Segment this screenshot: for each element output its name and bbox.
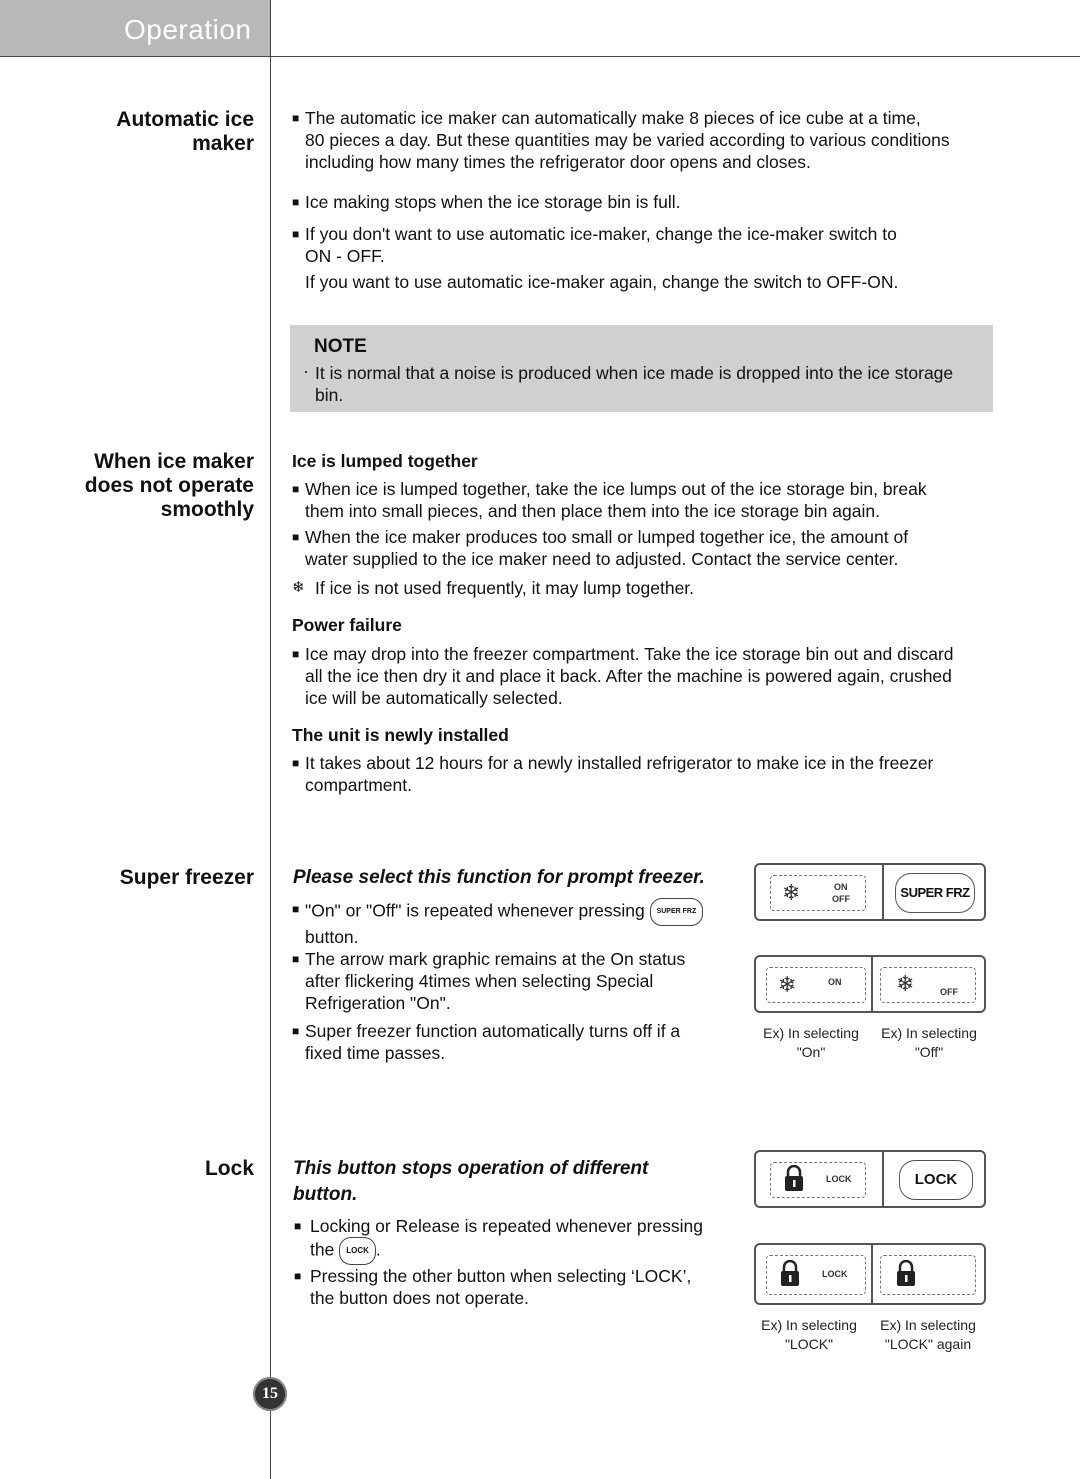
text-line: Ice may drop into the freezer compartment. Take the ice storage bin out and discard	[305, 644, 954, 664]
text-line: Pressing the other button when selecting ‘LOCK’,	[310, 1266, 692, 1286]
bullet-marker: ■	[292, 647, 300, 661]
caption-selecting-lock-again	[872, 1316, 984, 1354]
lock-label: LOCK	[826, 1174, 852, 1184]
padlock-icon	[784, 1165, 804, 1191]
caption-selecting-lock	[756, 1316, 862, 1354]
section-title-lock: Lock	[204, 1157, 254, 1180]
caption-selecting-on	[758, 1024, 864, 1062]
heading-power-failure: Power failure	[292, 615, 402, 635]
snowflake-arrow-icon: ❄	[782, 880, 801, 905]
heading-newly-installed: The unit is newly installed	[292, 725, 509, 745]
title-line: maker	[192, 132, 254, 155]
bullet-marker: ■	[292, 530, 300, 544]
text-line: The arrow mark graphic remains at the On status	[305, 949, 686, 969]
text-line: them into small pieces, and then place them into the ice storage bin again.	[305, 501, 880, 521]
super-frz-inline-button: SUPER FRZ	[650, 898, 704, 926]
lock-button[interactable]: LOCK	[899, 1160, 973, 1200]
lock-example-panel	[754, 1243, 986, 1305]
example-lock-again-display	[880, 1255, 976, 1295]
bullet-marker: ■	[292, 756, 300, 770]
title-line: smoothly	[160, 498, 254, 521]
ice-maker-bullet-3	[292, 223, 898, 293]
bullet-marker: ■	[292, 111, 300, 125]
text-line: If you don't want to use automatic ice-maker, change the ice-maker switch to	[305, 224, 897, 244]
panel-divider	[871, 1245, 873, 1303]
super-frz-button[interactable]: SUPER FRZ	[895, 873, 975, 913]
text-line: When the ice maker produces too small or lumped together ice, the amount of	[305, 527, 909, 547]
snowflake-icon: ❄	[896, 971, 915, 996]
caption-selecting-off	[876, 1024, 982, 1062]
off-label: OFF	[940, 987, 958, 997]
text-line: When ice is lumped together, take the ice lumps out of the ice storage bin, break	[305, 479, 927, 499]
text-line: If ice is not used frequently, it may lump together.	[315, 578, 695, 598]
title-line: Automatic ice	[116, 108, 254, 131]
text-line: water supplied to the ice maker need to adjusted. Contact the service center.	[305, 549, 899, 569]
text-line: "On" or "Off" is repeated whenever pressing	[305, 900, 645, 921]
header-rule	[0, 56, 1080, 57]
snowflake-arrow-icon: ❄	[778, 972, 797, 997]
lock-label: LOCK	[822, 1269, 848, 1279]
title-line: does not operate	[84, 474, 254, 497]
text-line: Refrigeration "On".	[305, 993, 451, 1013]
lock-panel	[754, 1150, 986, 1208]
section-title-super-freezer: Super freezer	[119, 866, 254, 889]
note-title: NOTE	[314, 336, 367, 357]
power-bullet	[292, 643, 954, 709]
text-line: .	[375, 1239, 381, 1260]
padlock-icon	[896, 1260, 916, 1286]
bullet-marker: ■	[294, 1219, 302, 1233]
text-line: the	[310, 1239, 335, 1260]
snowflake-icon: ❄	[292, 579, 305, 596]
note-dot: ·	[303, 361, 309, 381]
column-divider	[270, 0, 271, 1479]
caption-line: "LOCK" again	[884, 1336, 972, 1352]
caption-line: "Off"	[914, 1044, 944, 1060]
section-title-automatic-ice-maker	[116, 108, 254, 156]
lumped-tip	[292, 577, 694, 599]
page-title: Operation	[124, 14, 252, 45]
bullet-marker: ■	[292, 227, 300, 241]
lock-bullet-2	[294, 1265, 691, 1309]
super-freezer-intro: Please select this function for prompt freezer.	[293, 867, 705, 888]
off-label: OFF	[832, 894, 850, 904]
text-line: If you want to use automatic ice-maker again, change the switch to OFF-ON.	[305, 272, 899, 292]
lock-intro	[293, 1156, 648, 1208]
lock-bullet-1	[294, 1215, 703, 1265]
section-title-not-smooth	[85, 450, 254, 522]
text-line: all the ice then dry it and place it back. After the machine is powered again, crushed	[305, 666, 952, 686]
text-line: ice will be automatically selected.	[305, 688, 563, 708]
example-off-display	[880, 967, 976, 1003]
text-line: the button does not operate.	[310, 1288, 529, 1308]
super-freezer-panel	[754, 863, 986, 921]
text-line: It is normal that a noise is produced when ice made is dropped into the ice storage	[315, 363, 954, 383]
note-text	[303, 362, 993, 406]
text-line: This button stops operation of different	[293, 1158, 649, 1179]
lumped-bullet-2	[292, 526, 908, 570]
caption-line: Ex) In selecting	[880, 1317, 976, 1333]
text-line: Super freezer function automatically turns off if a	[305, 1021, 681, 1041]
padlock-icon	[780, 1260, 800, 1286]
text-line: button.	[293, 1184, 358, 1205]
page-number: 15	[253, 1377, 287, 1411]
installed-bullet	[292, 752, 933, 796]
text-line: The automatic ice maker can automatically make 8 pieces of ice cube at a time,	[305, 108, 921, 128]
text-line: Locking or Release is repeated whenever pressing	[310, 1216, 704, 1236]
panel-divider	[882, 1152, 884, 1206]
text-line: Ice making stops when the ice storage bin is full.	[305, 192, 681, 212]
text-line: ON - OFF.	[305, 246, 385, 266]
bullet-marker: ■	[294, 1269, 302, 1283]
bullet-marker: ■	[292, 952, 300, 966]
text-line: including how many times the refrigerator door opens and closes.	[305, 152, 811, 172]
bullet-marker: ■	[292, 195, 300, 209]
lock-inline-button: LOCK	[339, 1237, 376, 1265]
text-line: It takes about 12 hours for a newly installed refrigerator to make ice in the freezer	[305, 753, 934, 773]
bullet-marker: ■	[292, 482, 300, 496]
text-line: after flickering 4times when selecting Special	[305, 971, 654, 991]
panel-divider	[871, 957, 873, 1011]
ice-maker-bullet-2	[292, 191, 680, 213]
caption-line: "LOCK"	[784, 1336, 834, 1352]
caption-line: Ex) In selecting	[881, 1025, 977, 1041]
super-freezer-bullet-3	[292, 1020, 680, 1064]
title-line: When ice maker	[94, 450, 254, 473]
super-freezer-bullet-2	[292, 948, 685, 1014]
caption-line: Ex) In selecting	[761, 1317, 857, 1333]
caption-line: "On"	[796, 1044, 826, 1060]
bullet-marker: ■	[292, 902, 300, 916]
on-label: ON	[828, 977, 842, 987]
text-line: button.	[305, 927, 359, 947]
text-line: compartment.	[305, 775, 412, 795]
bullet-marker: ■	[292, 1024, 300, 1038]
heading-ice-lumped: Ice is lumped together	[292, 451, 478, 471]
ice-maker-bullet-1	[292, 107, 950, 173]
text-line: bin.	[315, 385, 344, 405]
on-label: ON	[834, 882, 848, 892]
super-freezer-example-panel	[754, 955, 986, 1013]
caption-line: Ex) In selecting	[763, 1025, 859, 1041]
panel-divider	[882, 865, 884, 919]
text-line: 80 pieces a day. But these quantities may be varied according to various conditions	[305, 130, 950, 150]
lumped-bullet-1	[292, 478, 927, 522]
super-freezer-bullet-1	[292, 898, 722, 948]
text-line: fixed time passes.	[305, 1043, 446, 1063]
